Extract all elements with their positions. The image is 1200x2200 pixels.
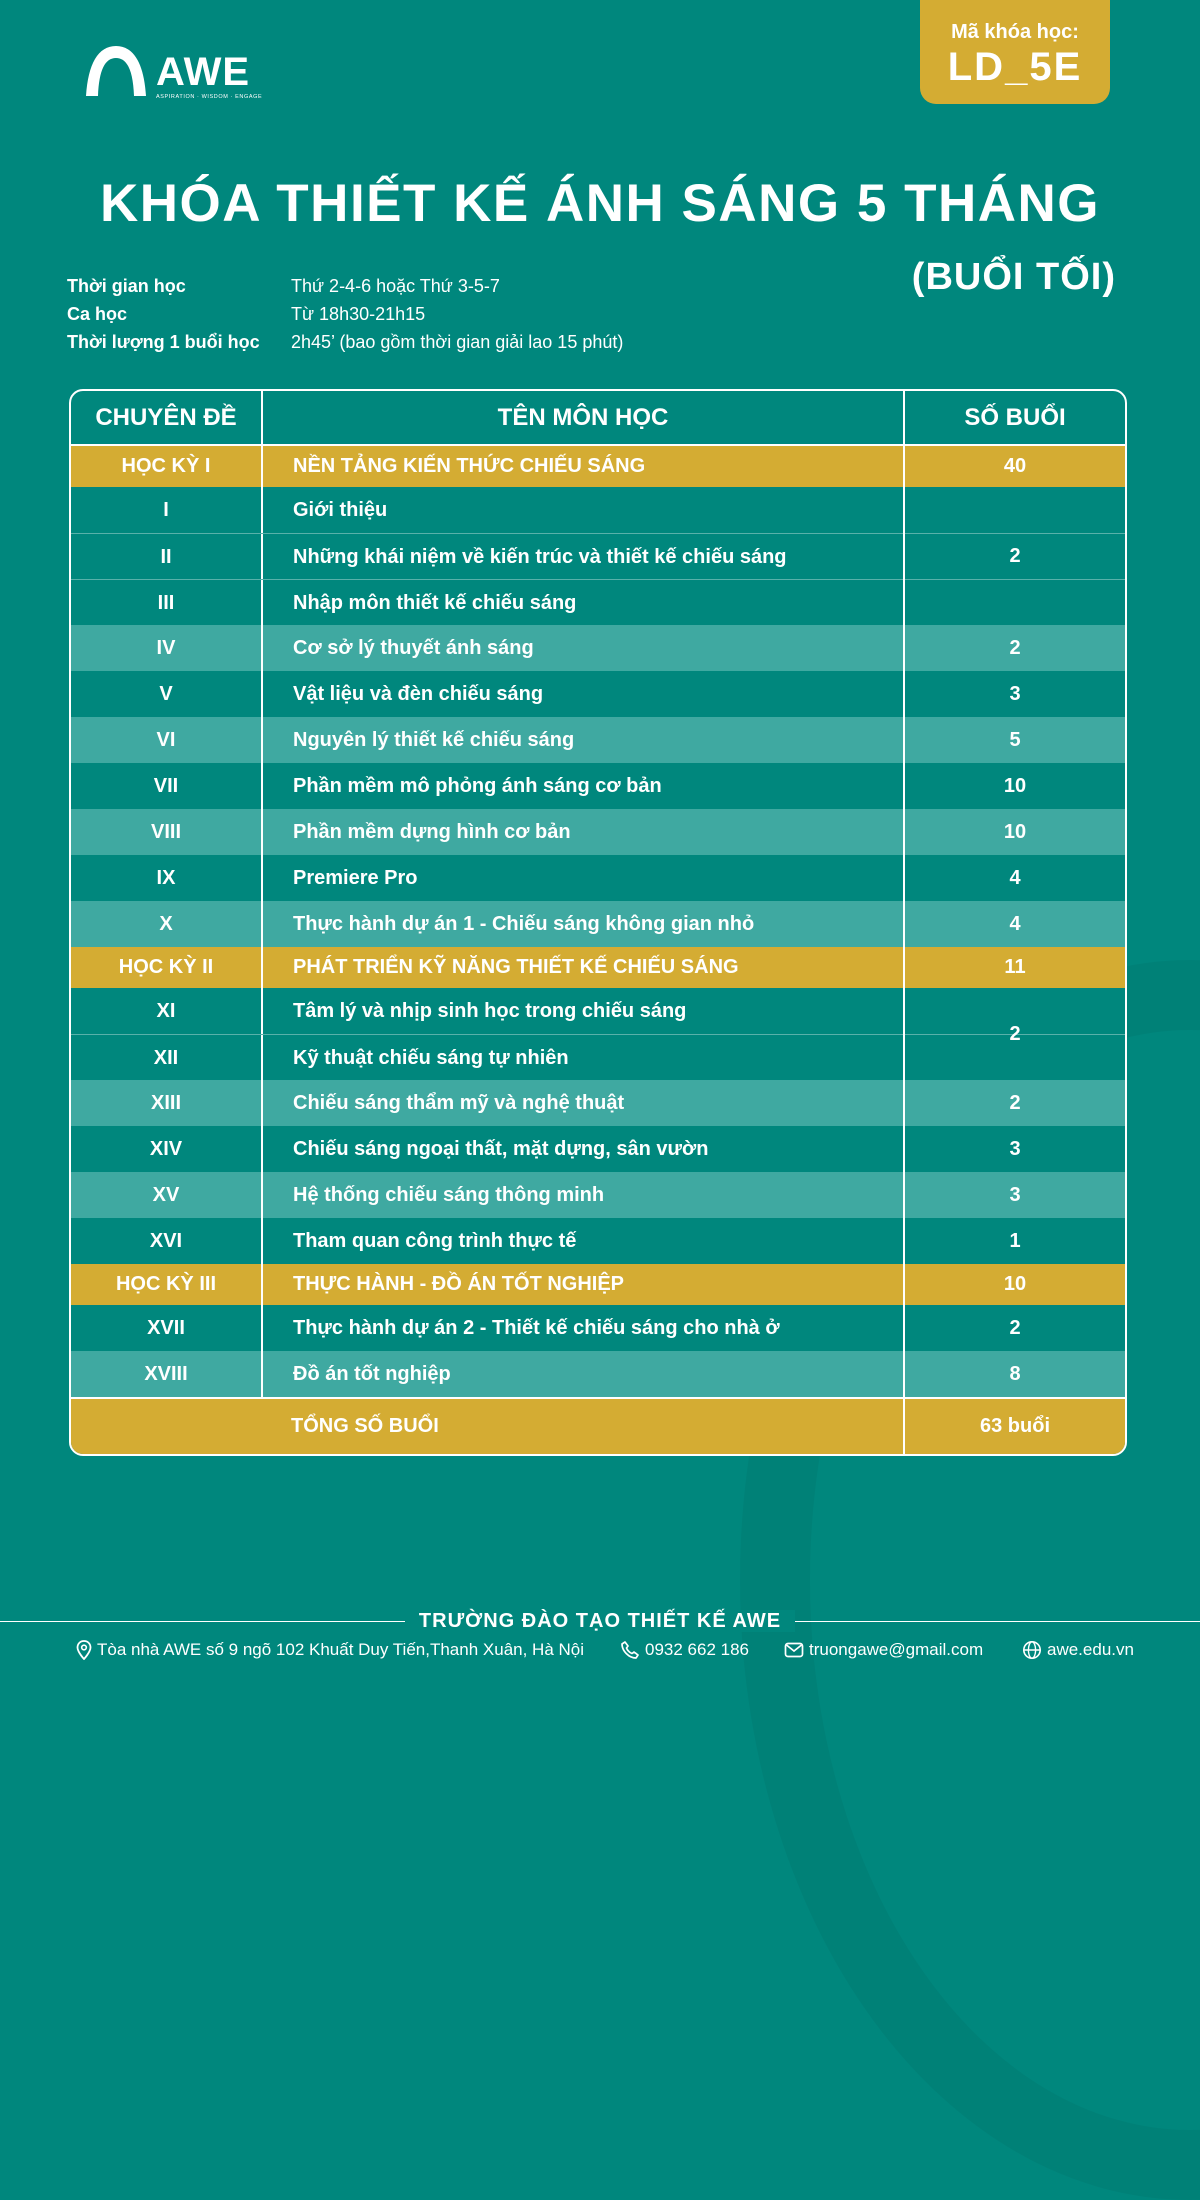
brand-tagline: ASPIRATION · WISDOM · ENGAGE <box>156 94 263 100</box>
table-row <box>71 1351 1125 1397</box>
school-name: TRƯỜNG ĐÀO TẠO THIẾT KẾ AWE <box>405 1610 795 1632</box>
info-label: Thời lượng 1 buổi học <box>67 332 260 352</box>
topic-number: I <box>163 498 169 521</box>
semester-name: NỀN TẢNG KIẾN THỨC CHIẾU SÁNG <box>261 446 903 487</box>
semester-label: HỌC KỲ III <box>115 1273 216 1295</box>
subject-name: Cơ sở lý thuyết ánh sáng <box>261 625 903 671</box>
table-row <box>71 1218 1125 1264</box>
subject-name: Chiếu sáng thẩm mỹ và nghệ thuật <box>261 1080 903 1126</box>
contact-email[interactable] <box>784 1640 983 1660</box>
semester-name: PHÁT TRIỂN KỸ NĂNG THIẾT KẾ CHIẾU SÁNG <box>261 947 903 988</box>
topic-number: V <box>159 682 173 705</box>
subject-name: Nhập môn thiết kế chiếu sáng <box>261 580 903 626</box>
mail-icon <box>784 1642 804 1658</box>
semester-label: HỌC KỲ I <box>121 455 211 477</box>
brand-name: AWE <box>156 50 251 94</box>
sessions-count: 3 <box>903 1172 1125 1218</box>
table-row <box>71 671 1125 717</box>
phone-icon <box>620 1640 640 1660</box>
topic-number: XI <box>156 999 176 1022</box>
course-code-value: LD_5E <box>947 45 1083 89</box>
header-topic: CHUYÊN ĐỀ <box>95 403 237 431</box>
info-label: Ca học <box>67 304 128 324</box>
sessions-count: 2 <box>903 625 1125 671</box>
subject-name: Premiere Pro <box>261 855 903 901</box>
table-row <box>71 1080 1125 1126</box>
table-row <box>71 763 1125 809</box>
merged-sessions-cell <box>903 988 1125 1080</box>
location-pin-icon <box>76 1640 92 1660</box>
sessions-count: 2 <box>903 1305 1125 1351</box>
page-subtitle: (BUỔI TỐI) <box>911 256 1116 298</box>
table-row <box>71 901 1125 947</box>
total-label: TỔNG SỐ BUỔI <box>291 1415 439 1437</box>
header-sessions: SỐ BUỔI <box>903 391 1125 444</box>
topic-number: XVII <box>147 1316 185 1339</box>
sessions-count: 1 <box>903 1218 1125 1264</box>
semester-sessions: 40 <box>903 446 1125 487</box>
semester-sessions: 11 <box>903 947 1125 988</box>
sessions-count: 2 <box>903 487 1125 625</box>
course-code-badge <box>920 0 1110 104</box>
subject-name: Phần mềm dựng hình cơ bản <box>261 809 903 855</box>
schedule-info <box>67 272 623 356</box>
semester-sessions: 10 <box>903 1264 1125 1305</box>
info-row-study-time <box>67 272 623 300</box>
subject-name: Kỹ thuật chiếu sáng tự nhiên <box>261 1035 903 1081</box>
semester-row-1 <box>71 446 1125 487</box>
table-row <box>71 625 1125 671</box>
sessions-count: 3 <box>903 1126 1125 1172</box>
sessions-count: 4 <box>903 855 1125 901</box>
table-row <box>71 1305 1125 1351</box>
topic-number: XIV <box>149 1137 183 1160</box>
subject-name: Thực hành dự án 1 - Chiếu sáng không gian nhỏ <box>261 901 903 947</box>
subject-name: Vật liệu và đèn chiếu sáng <box>261 671 903 717</box>
info-label: Thời gian học <box>67 276 186 296</box>
topic-number: VI <box>156 728 176 751</box>
subject-name: Tâm lý và nhịp sinh học trong chiếu sáng <box>261 988 903 1034</box>
topic-number: XVIII <box>144 1362 188 1385</box>
topic-number: X <box>159 912 173 935</box>
semester-row-3 <box>71 1264 1125 1305</box>
sessions-count: 8 <box>903 1351 1125 1397</box>
info-row-shift <box>67 300 623 328</box>
topic-number: III <box>157 591 175 614</box>
awe-logo <box>84 44 263 104</box>
topic-number: IV <box>156 636 176 659</box>
table-row <box>71 1172 1125 1218</box>
subject-name: Chiếu sáng ngoại thất, mặt dựng, sân vườn <box>261 1126 903 1172</box>
subject-name: Đồ án tốt nghiệp <box>261 1351 903 1397</box>
table-row <box>71 809 1125 855</box>
total-value: 63 buổi <box>903 1399 1125 1454</box>
header-subject: TÊN MÔN HỌC <box>261 391 903 444</box>
subject-name: Nguyên lý thiết kế chiếu sáng <box>261 717 903 763</box>
total-row <box>71 1397 1125 1454</box>
topic-number: XII <box>153 1046 179 1069</box>
footer-contacts <box>0 1640 1200 1668</box>
website-text[interactable]: awe.edu.vn <box>1047 1640 1134 1659</box>
contact-website[interactable] <box>1022 1640 1134 1660</box>
table-row <box>71 855 1125 901</box>
table-row <box>71 1126 1125 1172</box>
semester-label: HỌC KỲ II <box>118 956 214 978</box>
table-row <box>71 717 1125 763</box>
subject-name: Phần mềm mô phỏng ánh sáng cơ bản <box>261 763 903 809</box>
address-text: Tòa nhà AWE số 9 ngõ 102 Khuất Duy Tiến,Thanh Xuân, Hà Nội <box>97 1640 585 1659</box>
sessions-count: 2 <box>903 988 1125 1080</box>
table-header <box>71 391 1125 446</box>
sessions-count: 10 <box>903 763 1125 809</box>
arch-logo-icon <box>84 44 148 98</box>
sessions-count: 10 <box>903 809 1125 855</box>
topic-number: VII <box>153 774 179 797</box>
topic-number: IX <box>156 866 176 889</box>
contact-address <box>76 1640 584 1660</box>
info-value: 2h45’ (bao gồm thời gian giải lao 15 phút) <box>291 332 624 352</box>
sessions-count: 4 <box>903 901 1125 947</box>
topic-number: XIII <box>150 1091 181 1114</box>
footer-heading <box>0 1606 1200 1636</box>
sessions-count: 5 <box>903 717 1125 763</box>
topic-number: XV <box>152 1183 180 1206</box>
email-text[interactable]: truongawe@gmail.com <box>809 1640 984 1659</box>
topic-number: XVI <box>149 1229 183 1252</box>
info-value: Từ 18h30-21h15 <box>291 304 426 324</box>
info-value: Thứ 2-4-6 hoặc Thứ 3-5-7 <box>291 276 500 296</box>
subject-name: Tham quan công trình thực tế <box>261 1218 903 1264</box>
subject-name: Những khái niệm về kiến trúc và thiết kế chiếu sáng <box>261 534 903 580</box>
subject-name: Thực hành dự án 2 - Thiết kế chiếu sáng cho nhà ở <box>261 1305 903 1351</box>
globe-icon <box>1022 1640 1042 1660</box>
semester-name: THỰC HÀNH - ĐỒ ÁN TỐT NGHIỆP <box>261 1264 903 1305</box>
course-code-label: Mã khóa học: <box>951 21 1079 43</box>
page-title: KHÓA THIẾT KẾ ÁNH SÁNG 5 THÁNG <box>99 174 1100 233</box>
topic-number: II <box>160 545 172 568</box>
sessions-count: 3 <box>903 671 1125 717</box>
total-empty-cell <box>71 1399 261 1454</box>
curriculum-table <box>69 389 1127 1456</box>
topic-number: VIII <box>150 820 181 843</box>
phone-text[interactable]: 0932 662 186 <box>645 1640 749 1659</box>
semester-row-2 <box>71 947 1125 988</box>
info-row-duration <box>67 328 623 356</box>
merged-sessions-cell <box>903 487 1125 625</box>
subject-name: Giới thiệu <box>261 487 903 533</box>
sessions-count: 2 <box>903 1080 1125 1126</box>
contact-phone[interactable] <box>620 1640 749 1660</box>
subject-name: Hệ thống chiếu sáng thông minh <box>261 1172 903 1218</box>
